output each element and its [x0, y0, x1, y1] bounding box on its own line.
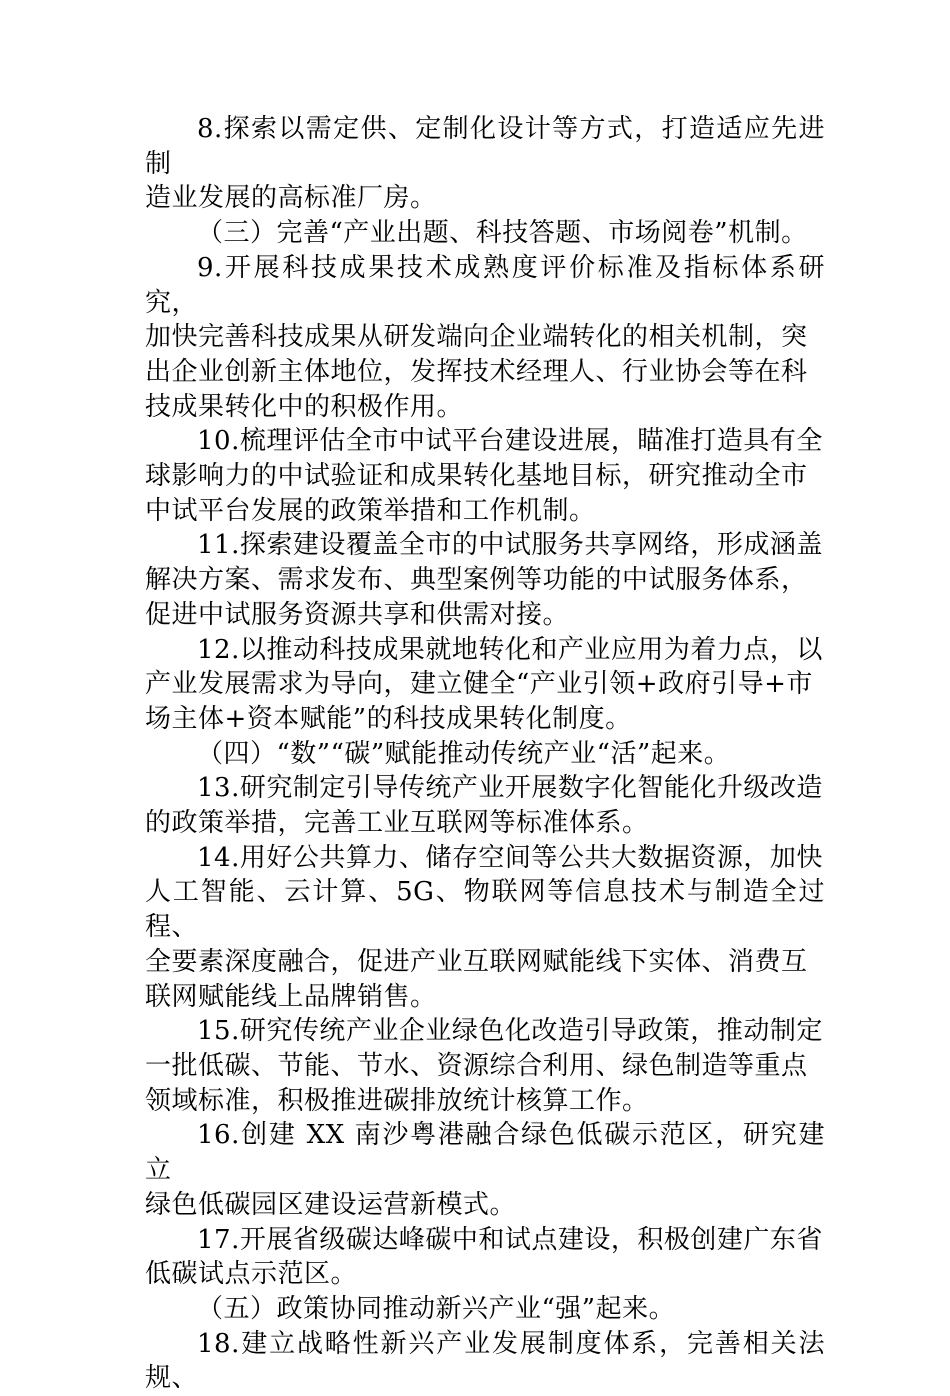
- section-heading-3: （三）完善“产业出题、科技答题、市场阅卷”机制。: [197, 218, 808, 249]
- paragraph-item-14: 14.用好公共算力、储存空间等公共大数据资源，加快 人工智能、云计算、5G、物联网等信息技术与制造全过程、 全要素深度融合，促进产业互联网赋能线下实体、消费互 联网赋能线上品牌销售。: [145, 842, 825, 1012]
- section-heading-5: （五）政策协同推动新兴产业“强”起来。: [197, 1293, 676, 1324]
- paragraph-item-16: 16.创建 XX 南沙粤港融合绿色低碳示范区，研究建立 绿色低碳园区建设运营新模式。: [145, 1120, 825, 1220]
- paragraph-item-17: 17.开展省级碳达峰碳中和试点建设，积极创建广东省 低碳试点示范区。: [145, 1224, 823, 1290]
- paragraph-item-10: 10.梳理评估全市中试平台建设进展，瞄准打造具有全 球影响力的中试验证和成果转化基地目标，研究推动全市 中试平台发展的政策举措和工作机制。: [145, 426, 823, 526]
- paragraph-item-13: 13.研究制定引导传统产业开展数字化智能化升级改造 的政策举措，完善工业互联网等标准体系。: [145, 773, 823, 839]
- paragraph-item-8: 8.探索以需定供、定制化设计等方式，打造适应先进制 造业发展的高标准厂房。: [145, 114, 825, 214]
- paragraph-item-9: 9.开展科技成果技术成熟度评价标准及指标体系研究， 加快完善科技成果从研发端向企业端转化的相关机制，突 出企业创新主体地位，发挥技术经理人、行业协会等在科 技成果转化中的积极作用。: [145, 252, 825, 422]
- paragraph-item-12: 12.以推动科技成果就地转化和产业应用为着力点，以 产业发展需求为导向，建立健全“产业引领+政府引导+市 场主体+资本赋能”的科技成果转化制度。: [145, 634, 823, 734]
- paragraph-item-11: 11.探索建设覆盖全市的中试服务共享网络，形成涵盖 解决方案、需求发布、典型案例等功能的中试服务体系， 促进中试服务资源共享和供需对接。: [145, 530, 823, 630]
- section-heading-4: （四）“数”“碳”赋能推动传统产业“活”起来。: [197, 738, 731, 769]
- paragraph-item-18: 18.建立战略性新兴产业发展制度体系，完善相关法规、: [145, 1328, 825, 1394]
- document-body: [145, 112, 825, 1396]
- paragraph-item-15: 15.研究传统产业企业绿色化改造引导政策，推动制定 一批低碳、节能、节水、资源综合利用、绿色制造等重点 领域标准，积极推进碳排放统计核算工作。: [145, 1016, 823, 1116]
